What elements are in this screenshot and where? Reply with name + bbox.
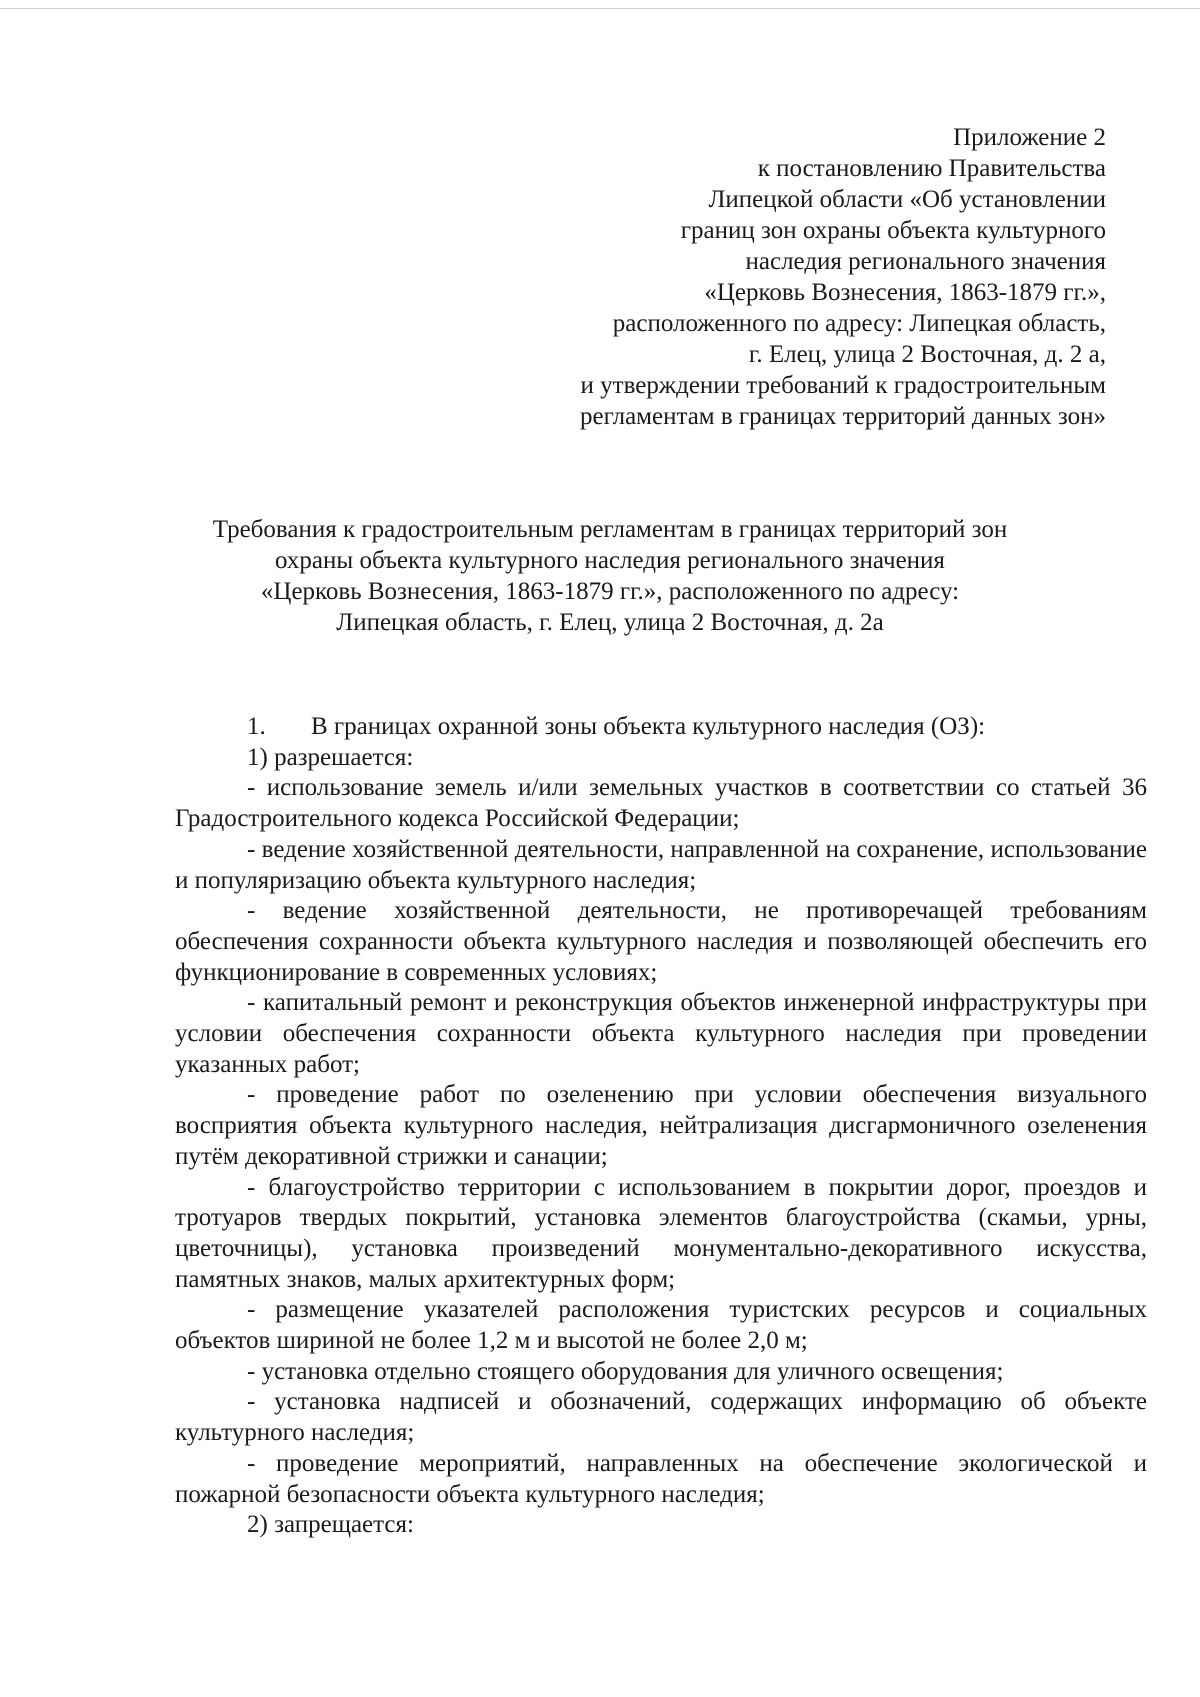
list-item: - капитальный ремонт и реконструкция объектов инженерной инфраструктуры при условии обеспечения сохранности объекта культурного наследия при проведении указанных работ;: [175, 989, 1147, 1078]
appendix-line: Приложение 2: [953, 124, 1106, 151]
section-heading-text: В границах охранной зоны объекта культурного наследия (ОЗ):: [311, 713, 986, 740]
scan-top-border: [0, 8, 1200, 9]
document-body: [175, 712, 1147, 1541]
section-heading: [175, 712, 1147, 743]
title-line: охраны объекта культурного наследия регионального значения: [275, 547, 945, 574]
allowed-label: 1) разрешается:: [247, 743, 414, 771]
appendix-header: [386, 122, 1106, 432]
appendix-line: расположенного по адресу: Липецкая область,: [612, 310, 1106, 337]
list-item: - ведение хозяйственной деятельности, не противоречащей требованиям обеспечения сохранности объекта культурного наследия и позволяющей обеспечить его функционирование в современных условиях;: [175, 897, 1147, 986]
title-line: Требования к градостроительным регламентам в границах территорий зон: [212, 516, 1008, 543]
document-title: [150, 514, 1070, 638]
list-item: - проведение мероприятий, направленных на обеспечение экологической и пожарной безопасности объекта культурного наследия;: [175, 1449, 1147, 1508]
appendix-line: наследия регионального значения: [745, 248, 1106, 275]
appendix-line: «Церковь Вознесения, 1863-1879 гг.»,: [704, 279, 1106, 306]
list-item: - установка надписей и обозначений, содержащих информацию об объекте культурного наследия;: [175, 1388, 1147, 1447]
appendix-line: границ зон охраны объекта культурного: [680, 217, 1106, 244]
list-item: - использование земель и/или земельных участков в соответствии со статьей 36 Градостроительного кодекса Российской Федерации;: [175, 774, 1147, 833]
title-line: Липецкая область, г. Елец, улица 2 Восточная, д. 2а: [336, 609, 884, 636]
list-item: - проведение работ по озеленению при условии обеспечения визуального восприятия объекта культурного наследия, нейтрализация дисгармоничного озеленения путём декоративной стрижки и санации;: [175, 1081, 1147, 1170]
list-item: - благоустройство территории с использованием в покрытии дорог, проездов и тротуаров твердых покрытий, установка элементов благоустройства (скамьи, урны, цветочницы), установка произведений монументально-декоративного искусства, памятных знаков, малых архитектурных форм;: [175, 1173, 1147, 1293]
list-item: - установка отдельно стоящего оборудования для уличного освещения;: [247, 1357, 1004, 1385]
appendix-line: Липецкой области «Об установлении: [708, 186, 1106, 213]
section-number: 1.: [247, 713, 266, 740]
appendix-line: г. Елец, улица 2 Восточная, д. 2 а,: [748, 341, 1106, 368]
list-item: - ведение хозяйственной деятельности, направленной на сохранение, использование и популяризацию объекта культурного наследия;: [175, 835, 1147, 894]
title-line: «Церковь Вознесения, 1863-1879 гг.», расположенного по адресу:: [260, 578, 960, 605]
appendix-line: и утверждении требований к градостроительным: [580, 372, 1106, 399]
forbidden-label: 2) запрещается:: [247, 1511, 414, 1539]
appendix-line: к постановлению Правительства: [757, 155, 1106, 182]
appendix-line: регламентам в границах территорий данных зон»: [580, 403, 1106, 430]
list-item: - размещение указателей расположения туристских ресурсов и социальных объектов шириной не более 1,2 м и высотой не более 2,0 м;: [175, 1296, 1147, 1355]
